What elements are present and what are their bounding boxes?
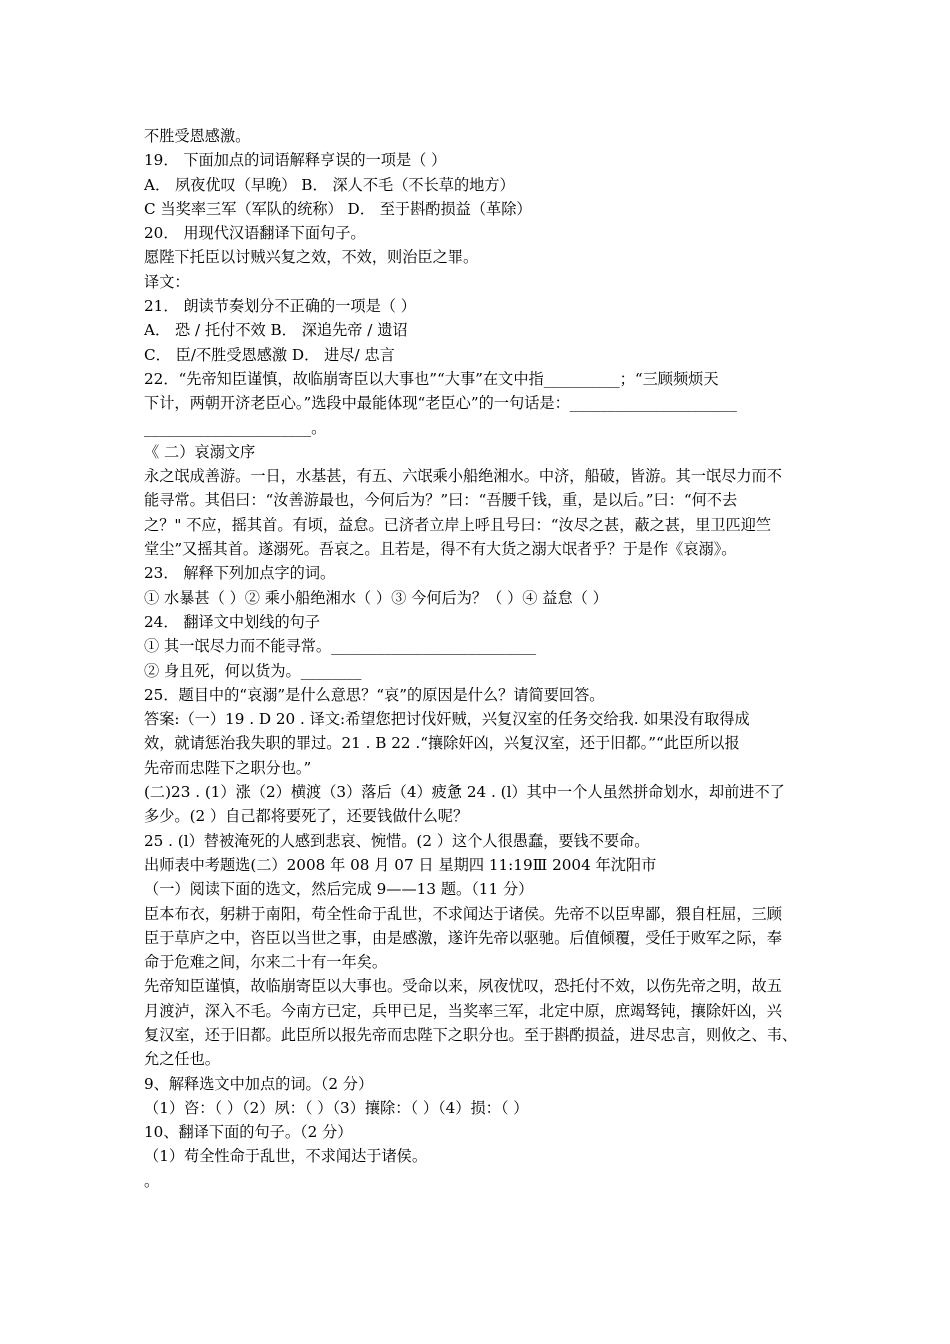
option-line: A． 恐 / 托付不效 B． 深追先帝 / 遗诏 (144, 321, 408, 340)
section-heading: 出师表中考题选(二）2008 年 08 月 07 日 星期四 11:19Ⅲ 2004 年沈阳市 (144, 855, 657, 874)
question-20: 20． 用现代汉语翻译下面句子。 (144, 224, 366, 243)
question-23: 23． 解释下列加点字的词。 (144, 564, 336, 583)
option-line: C． 臣/不胜受恩感激 D． 进尽/ 忠言 (144, 345, 395, 364)
text-line: 不胜受恩感激。 (144, 127, 251, 145)
text-line: （1）咨：（ ）（2）夙：（ ）（3）攘除：（ ）（4）损：（ ） (144, 1098, 529, 1117)
passage-line: 先帝知臣谨慎，故临崩寄臣以大事也。受命以来，夙夜忧叹，恐托付不效，以伤先帝之明，故五 (144, 977, 782, 996)
document-page (144, 124, 816, 1193)
question-19: 19． 下面加点的词语解释亨误的一项是（ ） (144, 151, 447, 170)
passage-line: 命于危难之间，尔来二十有一年矣。 (144, 953, 387, 972)
text-line: 愿陛下托臣以讨贼兴复之效，不效，则治臣之罪。 (144, 248, 479, 267)
passage-line: 能寻常。其侣曰：“汝善游最也，今何后为？”曰：“吾腰千钱，重，是以后。”曰：“何不去 (144, 491, 738, 510)
text-line: ______________________。 (144, 418, 327, 437)
question-9: 9、解释选文中加点的词。（2 分） (144, 1074, 374, 1093)
section-heading: 《 二）哀溺文序 (144, 442, 256, 461)
answer-line: 多少。(2 ）自己都将要死了，还要钱做什么呢？ (144, 807, 469, 826)
text-line: ① 其一氓尽力而不能寻常。___________________________ (144, 637, 537, 656)
answer-line: 先帝而忠陛下之职分也。” (144, 758, 312, 777)
text-line: 。 (144, 1171, 160, 1190)
answer-line: (二)23 . (1）涨（2）横渡（3）落后（4）疲惫 24 . (l）其中一个人虽然拼命划水，却前进不了 (144, 783, 785, 802)
text-line: （1）苟全性命于乱世，不求闻达于诸侯。 (144, 1147, 428, 1166)
question-10: 10、翻译下面的句子。（2 分） (144, 1123, 353, 1142)
text-line: ② 身且死，何以货为。________ (144, 661, 362, 680)
answer-line: 25 . (l）替被淹死的人感到悲哀、惋惜。(2 ）这个人很愚蠢，要钱不要命。 (144, 831, 650, 850)
text-line: 译文： (144, 272, 190, 291)
question-21: 21． 朗读节奏划分不正确的一项是（ ） (144, 297, 416, 316)
option-line: A． 夙夜优叹（早晚） B． 深人不毛（不长草的地方） (144, 175, 515, 194)
passage-line: 之？" 不应，摇其首。有顷，益怠。已济者立岸上呼且号曰：“汝尽之甚，蔽之甚，里卫匹迎竺 (144, 515, 772, 534)
text-line: （一）阅读下面的选文，然后完成 9——13 题。（11 分） (144, 880, 534, 899)
passage-line: 臣于草庐之中，咨臣以当世之事，由是感激，遂许先帝以驱驰。后值倾覆，受任于败军之际，奉 (144, 928, 782, 947)
question-22: 22．“先帝知臣谨慎，故临崩寄臣以大事也”“大事”在文中指__________；“三顾频烦天 (144, 369, 719, 388)
question-25: 25．题目中的“哀溺”是什么意思？“哀”的原因是什么？请简要回答。 (144, 685, 605, 704)
answer-line: 效，就请惩治我失职的罪过。21 . B 22 .“攘除奸凶，兴复汉室，还于旧都。”“此臣所以报 (144, 734, 740, 753)
passage-line: 堂尘”又摇其首。遂溺死。吾哀之。且若是，得不有大货之溺大氓者乎？于是作《哀溺》。 (144, 540, 737, 559)
passage-line: 臣本布衣，躬耕于南阳，苟全性命于乱世，不求闻达于诸侯。先帝不以臣卑鄙，猥自枉屈，三顾 (144, 904, 782, 923)
text-line: ① 水暴甚（ ）② 乘小船绝湘水（ ）③ 今何后为？（ ）④ 益怠（ ） (144, 588, 608, 607)
passage-line: 复汉室，还于旧都。此臣所以报先帝而忠陛下之职分也。至于斟酌损益，进尽忠言，则攸之、韦、 (144, 1025, 798, 1044)
option-line: C 当奖率三军（军队的统称） D． 至于斟酌损益（革除） (144, 199, 532, 218)
question-24: 24． 翻译文中划线的句子 (144, 612, 321, 631)
passage-line: 月渡泸，深入不毛。今南方已定，兵甲已足，当奖率三军，北定中原，庶竭驽钝，攘除奸凶，兴 (144, 1001, 782, 1020)
answer-line: 答案:（一）19 . D 20 . 译文:希望您把讨伐奸贼，兴复汉室的任务交给我. 如果没有取得成 (144, 710, 750, 729)
passage-line: 永之氓成善游。一日，水基甚，有五、六氓乘小船绝湘水。中济，船破，皆游。其一氓尽力而不 (144, 467, 782, 486)
text-line: 下计，两朝开济老臣心。”选段中最能体现“老臣心”的一句话是：______________________ (144, 394, 737, 413)
passage-line: 允之任也。 (144, 1050, 220, 1069)
